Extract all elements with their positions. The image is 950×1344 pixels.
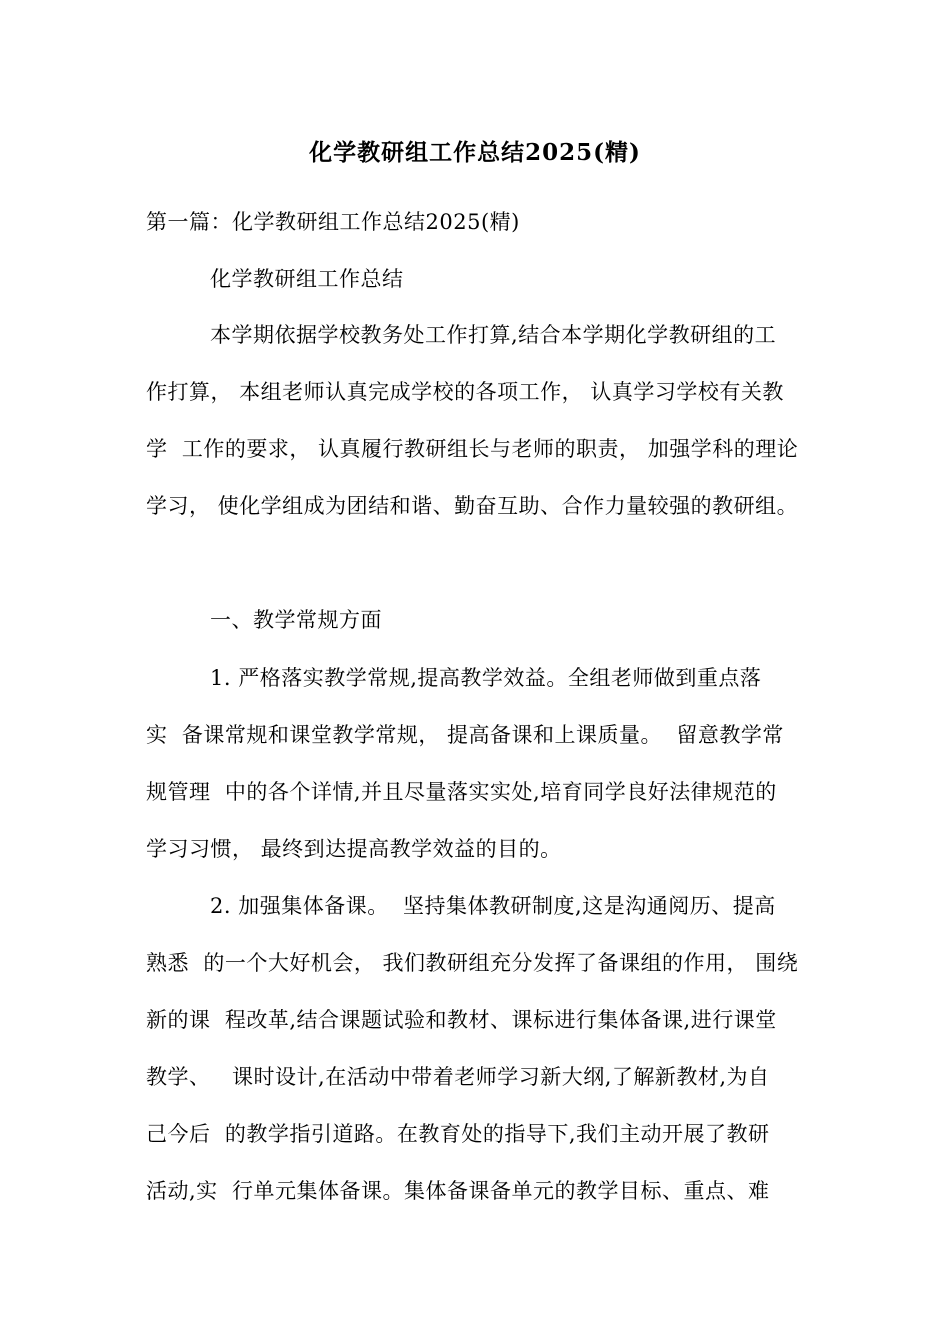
intro-line-1: 本学期依据学校教务处工作打算,结合本学期化学教研组的工 (210, 323, 777, 347)
item2-line-3: 新的课 程改革,结合课题试验和教材、课标进行集体备课,进行课堂 (146, 1008, 777, 1032)
item1-line-2: 实 备课常规和课堂教学常规， 提高备课和上课质量。 留意教学常 (146, 723, 784, 747)
item1-line-4: 学习习惯， 最终到达提高教学效益的目的。 (146, 837, 562, 861)
item2-line-5: 己今后 的教学指引道路。在教育处的指导下,我们主动开展了教研 (146, 1122, 770, 1146)
intro-line-4: 学习， 使化学组成为团结和谐、勤奋互助、合作力量较强的教研组。 (146, 494, 799, 518)
subtitle: 化学教研组工作总结 (210, 267, 404, 291)
item2-line-1: 2. 加强集体备课。 坚持集体教研制度,这是沟通阅历、提高 (210, 894, 776, 918)
document-title: 化学教研组工作总结2025(精) (309, 139, 641, 166)
intro-line-2: 作打算， 本组老师认真完成学校的各项工作， 认真学习学校有关教 (146, 380, 784, 404)
item2-line-6: 活动,实 行单元集体备课。集体备课备单元的教学目标、重点、难 (146, 1179, 770, 1203)
chapter-heading: 第一篇：化学教研组工作总结2025(精) (146, 210, 520, 234)
item2-line-4: 教学、 课时设计,在活动中带着老师学习新大纲,了解新教材,为自 (146, 1065, 770, 1089)
item1-line-1: 1. 严格落实教学常规,提高教学效益。全组老师做到重点落 (210, 666, 762, 690)
section-heading: 一、教学常规方面 (210, 608, 382, 632)
item2-line-2: 熟悉 的一个大好机会， 我们教研组充分发挥了备课组的作用， 围绕 (146, 951, 799, 975)
intro-line-3: 学 工作的要求， 认真履行教研组长与老师的职责， 加强学科的理论 (146, 437, 799, 461)
item1-line-3: 规管理 中的各个详情,并且尽量落实实处,培育同学良好法律规范的 (146, 780, 777, 804)
